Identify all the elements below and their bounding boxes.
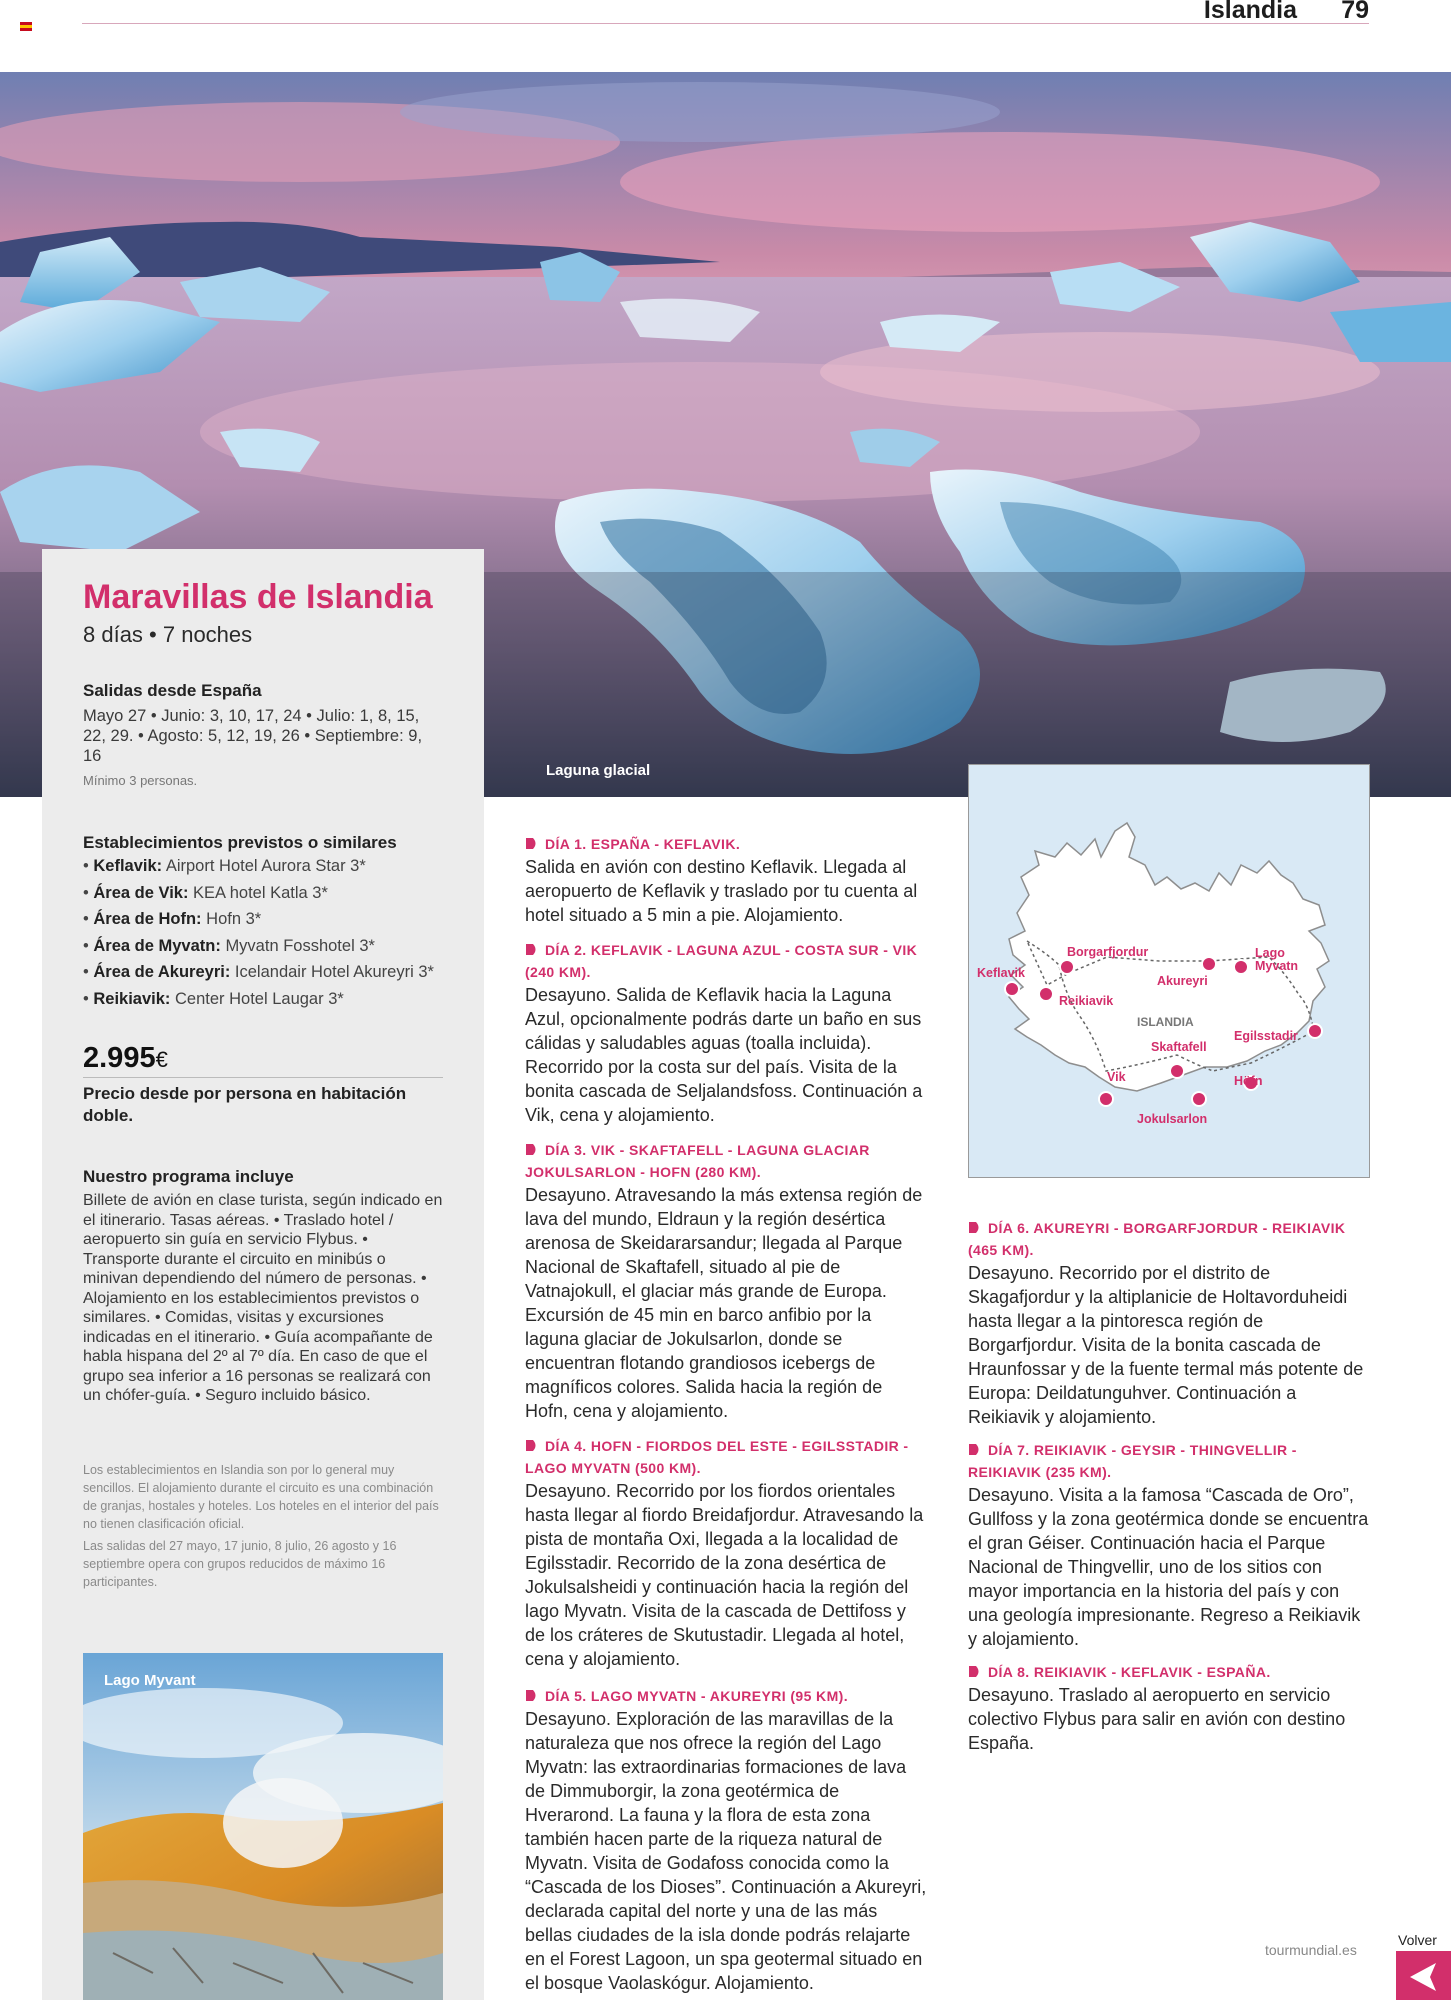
day-heading: DÍA 7. REIKIAVIK - GEYSIR - THINGVELLIR - REIKIAVIK (235 KM). — [968, 1442, 1297, 1480]
map-label-vik: Vik — [1107, 1070, 1126, 1084]
hotel-item: • Área de Vik: KEA hotel Katla 3* — [83, 883, 328, 902]
day-heading: DÍA 1. ESPAÑA - KEFLAVIK. — [525, 833, 927, 855]
map-label-borgarfjordur: Borgarfjordur — [1067, 945, 1149, 959]
day-heading: DÍA 6. AKUREYRI - BORGARFJORDUR - REIKIAVIK (465 KM). — [968, 1220, 1346, 1258]
day-4 — [525, 1435, 927, 1671]
hotel-item: • Reikiavik: Center Hotel Laugar 3* — [83, 989, 344, 1008]
map-label-skaftafell: Skaftafell — [1151, 1040, 1207, 1054]
hotels-list — [83, 853, 443, 1012]
day-2 — [525, 939, 927, 1127]
map-label-keflavik: Keflavik — [977, 966, 1025, 980]
bullet-arrow-icon — [968, 1221, 982, 1234]
map-country-label: ISLANDIA — [1137, 1015, 1194, 1029]
day-text: Desayuno. Exploración de las maravillas de la naturaleza que nos ofrece la región del Lago Myvatn: las extraordinarias formaciones de lava de Dimmuborgir, la zona geotérmica de Hverarond. La fauna y la flora de esta zona también hacen parte de la riqueza natural de Myvatn. Visita de Godafoss conocida como la “Cascada de los Dioses”. Continuación a Akureyri, declarada capital del norte y una de las más bellas ciudades de la isla donde podrás relajarte en el Forest Lagoon, un spa geotermal situado en el bosque Vaolaskógur. Alojamiento. — [525, 1709, 927, 1993]
minimum-people: Mínimo 3 personas. — [83, 773, 198, 788]
price-note: Precio desde por persona en habitación doble. — [83, 1084, 407, 1125]
bullet-arrow-icon — [968, 1665, 982, 1678]
day-6 — [968, 1217, 1370, 1429]
hotel-item: • Área de Akureyri: Icelandair Hotel Akureyri 3* — [83, 963, 434, 981]
bullet-arrow-icon — [525, 837, 539, 850]
departures-block — [83, 681, 443, 789]
footer-website[interactable]: tourmundial.es — [1265, 1942, 1357, 1958]
notes-block — [83, 1461, 443, 1591]
map-label-lago-myvatn: Lago Myvatn — [1255, 946, 1299, 973]
hotel-item: • Área de Hofn: Hofn 3* — [83, 910, 262, 928]
trip-duration: 8 días • 7 noches — [83, 622, 253, 647]
hero-caption: Laguna glacial — [546, 762, 651, 779]
day-text: Desayuno. Traslado al aeropuerto en servicio colectivo Flybus para salir en avión con destino España. — [968, 1685, 1346, 1753]
back-button[interactable] — [1396, 1951, 1451, 2000]
bullet-arrow-icon — [525, 1143, 539, 1156]
departures-dates: Mayo 27 • Junio: 3, 10, 17, 24 • Julio: 1, 8, 15, 22, 29. • Agosto: 5, 12, 19, 26 • Septiembre: 9, 16 — [83, 707, 423, 765]
day-8 — [968, 1661, 1370, 1755]
hotel-item: • Área de Myvatn: Myvatn Fosshotel 3* — [83, 936, 375, 955]
hotels-title: Establecimientos previstos o similares — [83, 833, 397, 852]
map-label-hofn: Höfn — [1234, 1074, 1263, 1088]
bullet-arrow-icon — [525, 943, 539, 956]
hotel-item: • Keflavik: Airport Hotel Aurora Star 3* — [83, 857, 366, 875]
back-label[interactable]: Volver — [1398, 1932, 1437, 1948]
bullet-arrow-icon — [525, 1439, 539, 1452]
day-text: Salida en avión con destino Keflavik. Llegada al aeropuerto de Keflavik y traslado por tu cuenta al hotel situado a 5 min a pie. Alojamiento. — [525, 857, 918, 925]
itinerary-column-1 — [525, 833, 927, 1995]
day-1 — [525, 833, 927, 927]
note-small-groups: Las salidas del 27 mayo, 17 junio, 8 julio, 26 agosto y 16 septiembre opera con grupos reducidos de máximo 16 participantes. — [83, 1539, 397, 1589]
map-label-egilsstadir: Egilsstadir — [1234, 1029, 1298, 1043]
price-divider — [83, 1077, 443, 1078]
day-text: Desayuno. Visita a la famosa “Cascada de Oro”, Gullfoss y la zona geotérmica donde se encuentra el gran Géiser. Continuación hacia el Parque Nacional de Thingvellir, uno de los sitios con mayor importancia en la historia del país y con una geología impresionante. Regreso a Reikiavik y alojamiento. — [968, 1485, 1369, 1649]
note-hotels: Los establecimientos en Islandia son por lo general muy sencillos. El alojamiento durante el circuito es una combinación de granjas, hostales y hoteles. Los hoteles en el interior del país no tienen clasificación oficial. — [83, 1463, 439, 1531]
day-text: Desayuno. Recorrido por el distrito de Skagafjordur y la altiplanicie de Holtavorduheidi hasta llegar a la pintoresca región de Borgarfjordur. Visita de la bonita cascada de Hraunfossar y de la fuente termal más potente de Europa: Deildatunguhver. Continuación a Reikiavik y alojamiento. — [968, 1263, 1364, 1427]
price: 2.995€ — [83, 1042, 168, 1074]
day-text: Desayuno. Salida de Keflavik hacia la Laguna Azul, opcionalmente podrás darte un baño en sus cálidas y saludables aguas (toalla incluida). Recorrido por la costa sur del país. Visita de la bonita cascada de Seljalandsfoss. Continuación a Vik, cena y alojamiento. — [525, 985, 923, 1125]
left-arrow-icon — [1396, 1951, 1451, 2000]
map-label-jokulsarlon: Jokulsarlon — [1137, 1112, 1208, 1126]
itinerary-column-2 — [968, 1217, 1370, 1755]
photo-caption: Lago Myvant — [104, 1672, 196, 1689]
day-heading: DÍA 5. LAGO MYVATN - AKUREYRI (95 KM). — [525, 1685, 927, 1707]
day-3 — [525, 1139, 927, 1423]
day-text: Desayuno. Recorrido por los fiordos orientales hasta llegar al fiordo Breidafjordur. Atravesando la pista de montaña Oxi, llegada a la localidad de Egilsstadir. Recorrido de la zona desértica de Jokulsalsheidi y continuación hacia la región del lago Myvatn. Visita de la cascada de Dettifoss y de los cráteres de Skutustadir. Llegada al hotel, cena y alojamiento. — [525, 1481, 924, 1669]
map-label-reikiavik: Reikiavik — [1059, 994, 1114, 1008]
includes-block — [83, 1167, 443, 1406]
section-title: Islandia — [1203, 0, 1297, 24]
day-7 — [968, 1439, 1370, 1651]
price-currency: € — [155, 1047, 168, 1072]
day-5 — [525, 1685, 927, 1995]
includes-text: Billete de avión en clase turista, según indicado en el itinerario. Tasas aéreas. • Traslado hotel / aeropuerto sin guía en servicio Flybus. • Transporte durante el circuito en minibús o minivan dependiendo del número de personas. • Alojamiento en los establecimientos previstos o similares. • Comidas, visitas y excursiones indicadas en el itinerario. • Guía acompañante de habla hispana del 2º al 7º día. En caso de que el grupo sea inferior a 16 personas se realizará con un chófer-guía. • Seguro incluido básico. — [83, 1192, 443, 1404]
day-heading: DÍA 3. VIK - SKAFTAFELL - LAGUNA GLACIAR JOKULSARLON - HOFN (280 KM). — [525, 1142, 870, 1180]
iceland-route-map — [968, 764, 1370, 1178]
day-heading: DÍA 2. KEFLAVIK - LAGUNA AZUL - COSTA SUR - VIK (240 KM). — [525, 942, 918, 980]
hotels-block — [83, 833, 443, 1012]
day-heading: DÍA 8. REIKIAVIK - KEFLAVIK - ESPAÑA. — [968, 1661, 1370, 1683]
header-rule — [82, 23, 1369, 24]
includes-title: Nuestro programa incluye — [83, 1167, 294, 1186]
lake-myvatn-photo — [83, 1653, 443, 2000]
departures-title: Salidas desde España — [83, 681, 262, 700]
page-number: 79 — [1341, 0, 1369, 24]
bullet-arrow-icon — [525, 1689, 539, 1702]
day-heading: DÍA 4. HOFN - FIORDOS DEL ESTE - EGILSSTADIR - LAGO MYVATN (500 KM). — [525, 1438, 909, 1476]
day-text: Desayuno. Atravesando la más extensa región de lava del mundo, Eldraun y la región desértica arenosa de Skeidararsandur; llegada al Parque Nacional de Skaftafell, situado al pie de Vatnajokull, el glaciar más grande de Europa. Excursión de 45 min en barco anfibio por la laguna glaciar de Jokulsarlon, donde se encuentran flotando grandiosos icebergs de magníficos colores. Salida hacia la región de Hofn, cena y alojamiento. — [525, 1185, 923, 1421]
spain-flag-icon — [20, 22, 32, 31]
trip-title: Maravillas de Islandia — [83, 578, 433, 616]
bullet-arrow-icon — [968, 1443, 982, 1456]
map-label-akureyri: Akureyri — [1157, 974, 1208, 988]
